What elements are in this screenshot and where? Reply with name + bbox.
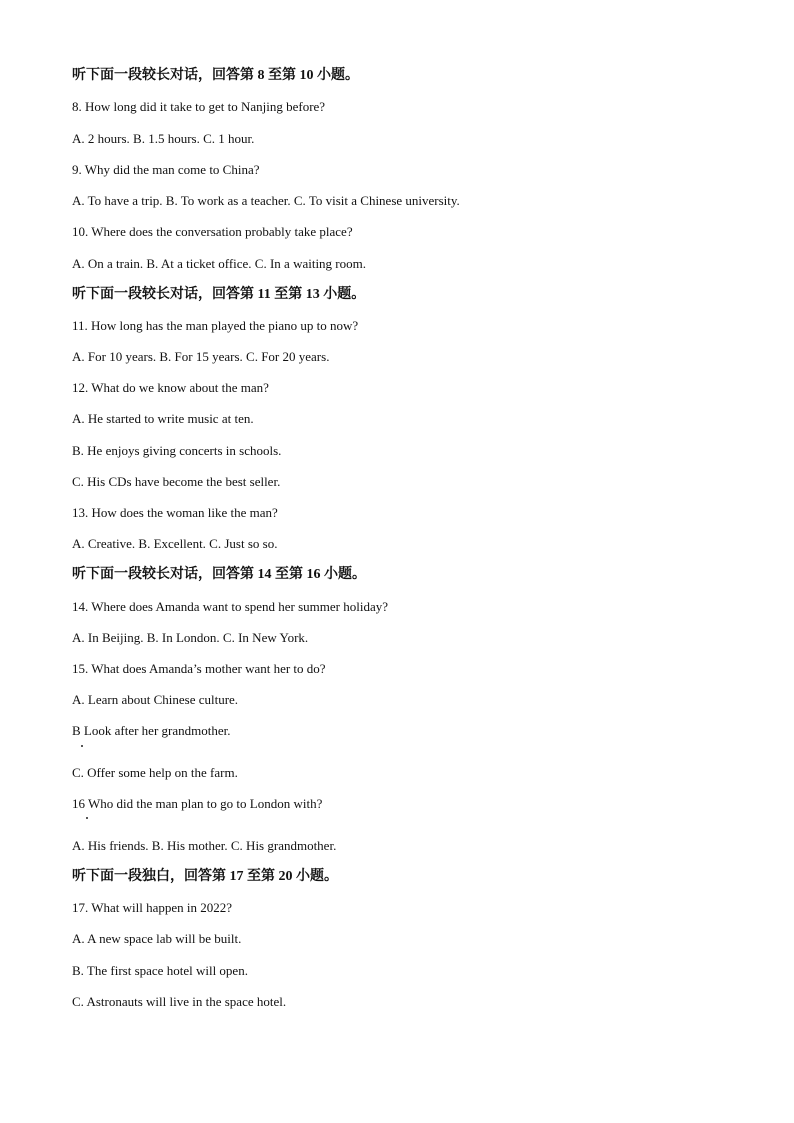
question-10: 10. Where does the conversation probably take place? [72, 224, 353, 239]
question-8-options: A. 2 hours. B. 1.5 hours. C. 1 hour. [72, 131, 255, 146]
section-heading-11-13: 听下面一段较长对话，回答第 11 至第 13 小题。 [72, 287, 366, 302]
question-13-options: A. Creative. B. Excellent. C. Just so so. [72, 536, 278, 551]
question-10-options: A. On a train. B. At a ticket office. C. In a waiting room. [72, 256, 366, 271]
question-15-option-a: A. Learn about Chinese culture. [72, 692, 239, 707]
question-12-option-b: B. He enjoys giving concerts in schools. [72, 443, 282, 458]
stray-dot [81, 745, 83, 747]
question-15: 15. What does Amanda’s mother want her to do? [72, 661, 326, 676]
question-17-option-b: B. The first space hotel will open. [72, 963, 248, 978]
question-12: 12. What do we know about the man? [72, 380, 269, 395]
question-12-option-a: A. He started to write music at ten. [72, 411, 254, 426]
question-8: 8. How long did it take to get to Nanjing before? [72, 99, 326, 114]
question-12-option-c: C. His CDs have become the best seller. [72, 474, 281, 489]
question-9-options: A. To have a trip. B. To work as a teacher. C. To visit a Chinese university. [72, 193, 460, 208]
section-heading-8-10: 听下面一段较长对话，回答第 8 至第 10 小题。 [72, 68, 359, 83]
section-heading-17-20: 听下面一段独白，回答第 17 至第 20 小题。 [72, 869, 338, 884]
section-heading-14-16: 听下面一段较长对话，回答第 14 至第 16 小题。 [72, 567, 366, 582]
question-17-option-c: C. Astronauts will live in the space hotel. [72, 994, 287, 1009]
question-11: 11. How long has the man played the piano up to now? [72, 318, 359, 333]
question-11-options: A. For 10 years. B. For 15 years. C. For 20 years. [72, 349, 330, 364]
question-13: 13. How does the woman like the man? [72, 505, 278, 520]
question-16: 16 Who did the man plan to go to London with? [72, 796, 323, 811]
question-14-options: A. In Beijing. B. In London. C. In New York. [72, 630, 309, 645]
question-17: 17. What will happen in 2022? [72, 900, 233, 915]
question-15-option-b: B Look after her grandmother. [72, 723, 231, 738]
question-14: 14. Where does Amanda want to spend her summer holiday? [72, 599, 389, 614]
question-16-options: A. His friends. B. His mother. C. His grandmother. [72, 838, 337, 853]
question-9: 9. Why did the man come to China? [72, 162, 260, 177]
stray-dot [86, 817, 88, 819]
question-17-option-a: A. A new space lab will be built. [72, 931, 242, 946]
question-15-option-c: C. Offer some help on the farm. [72, 765, 238, 780]
